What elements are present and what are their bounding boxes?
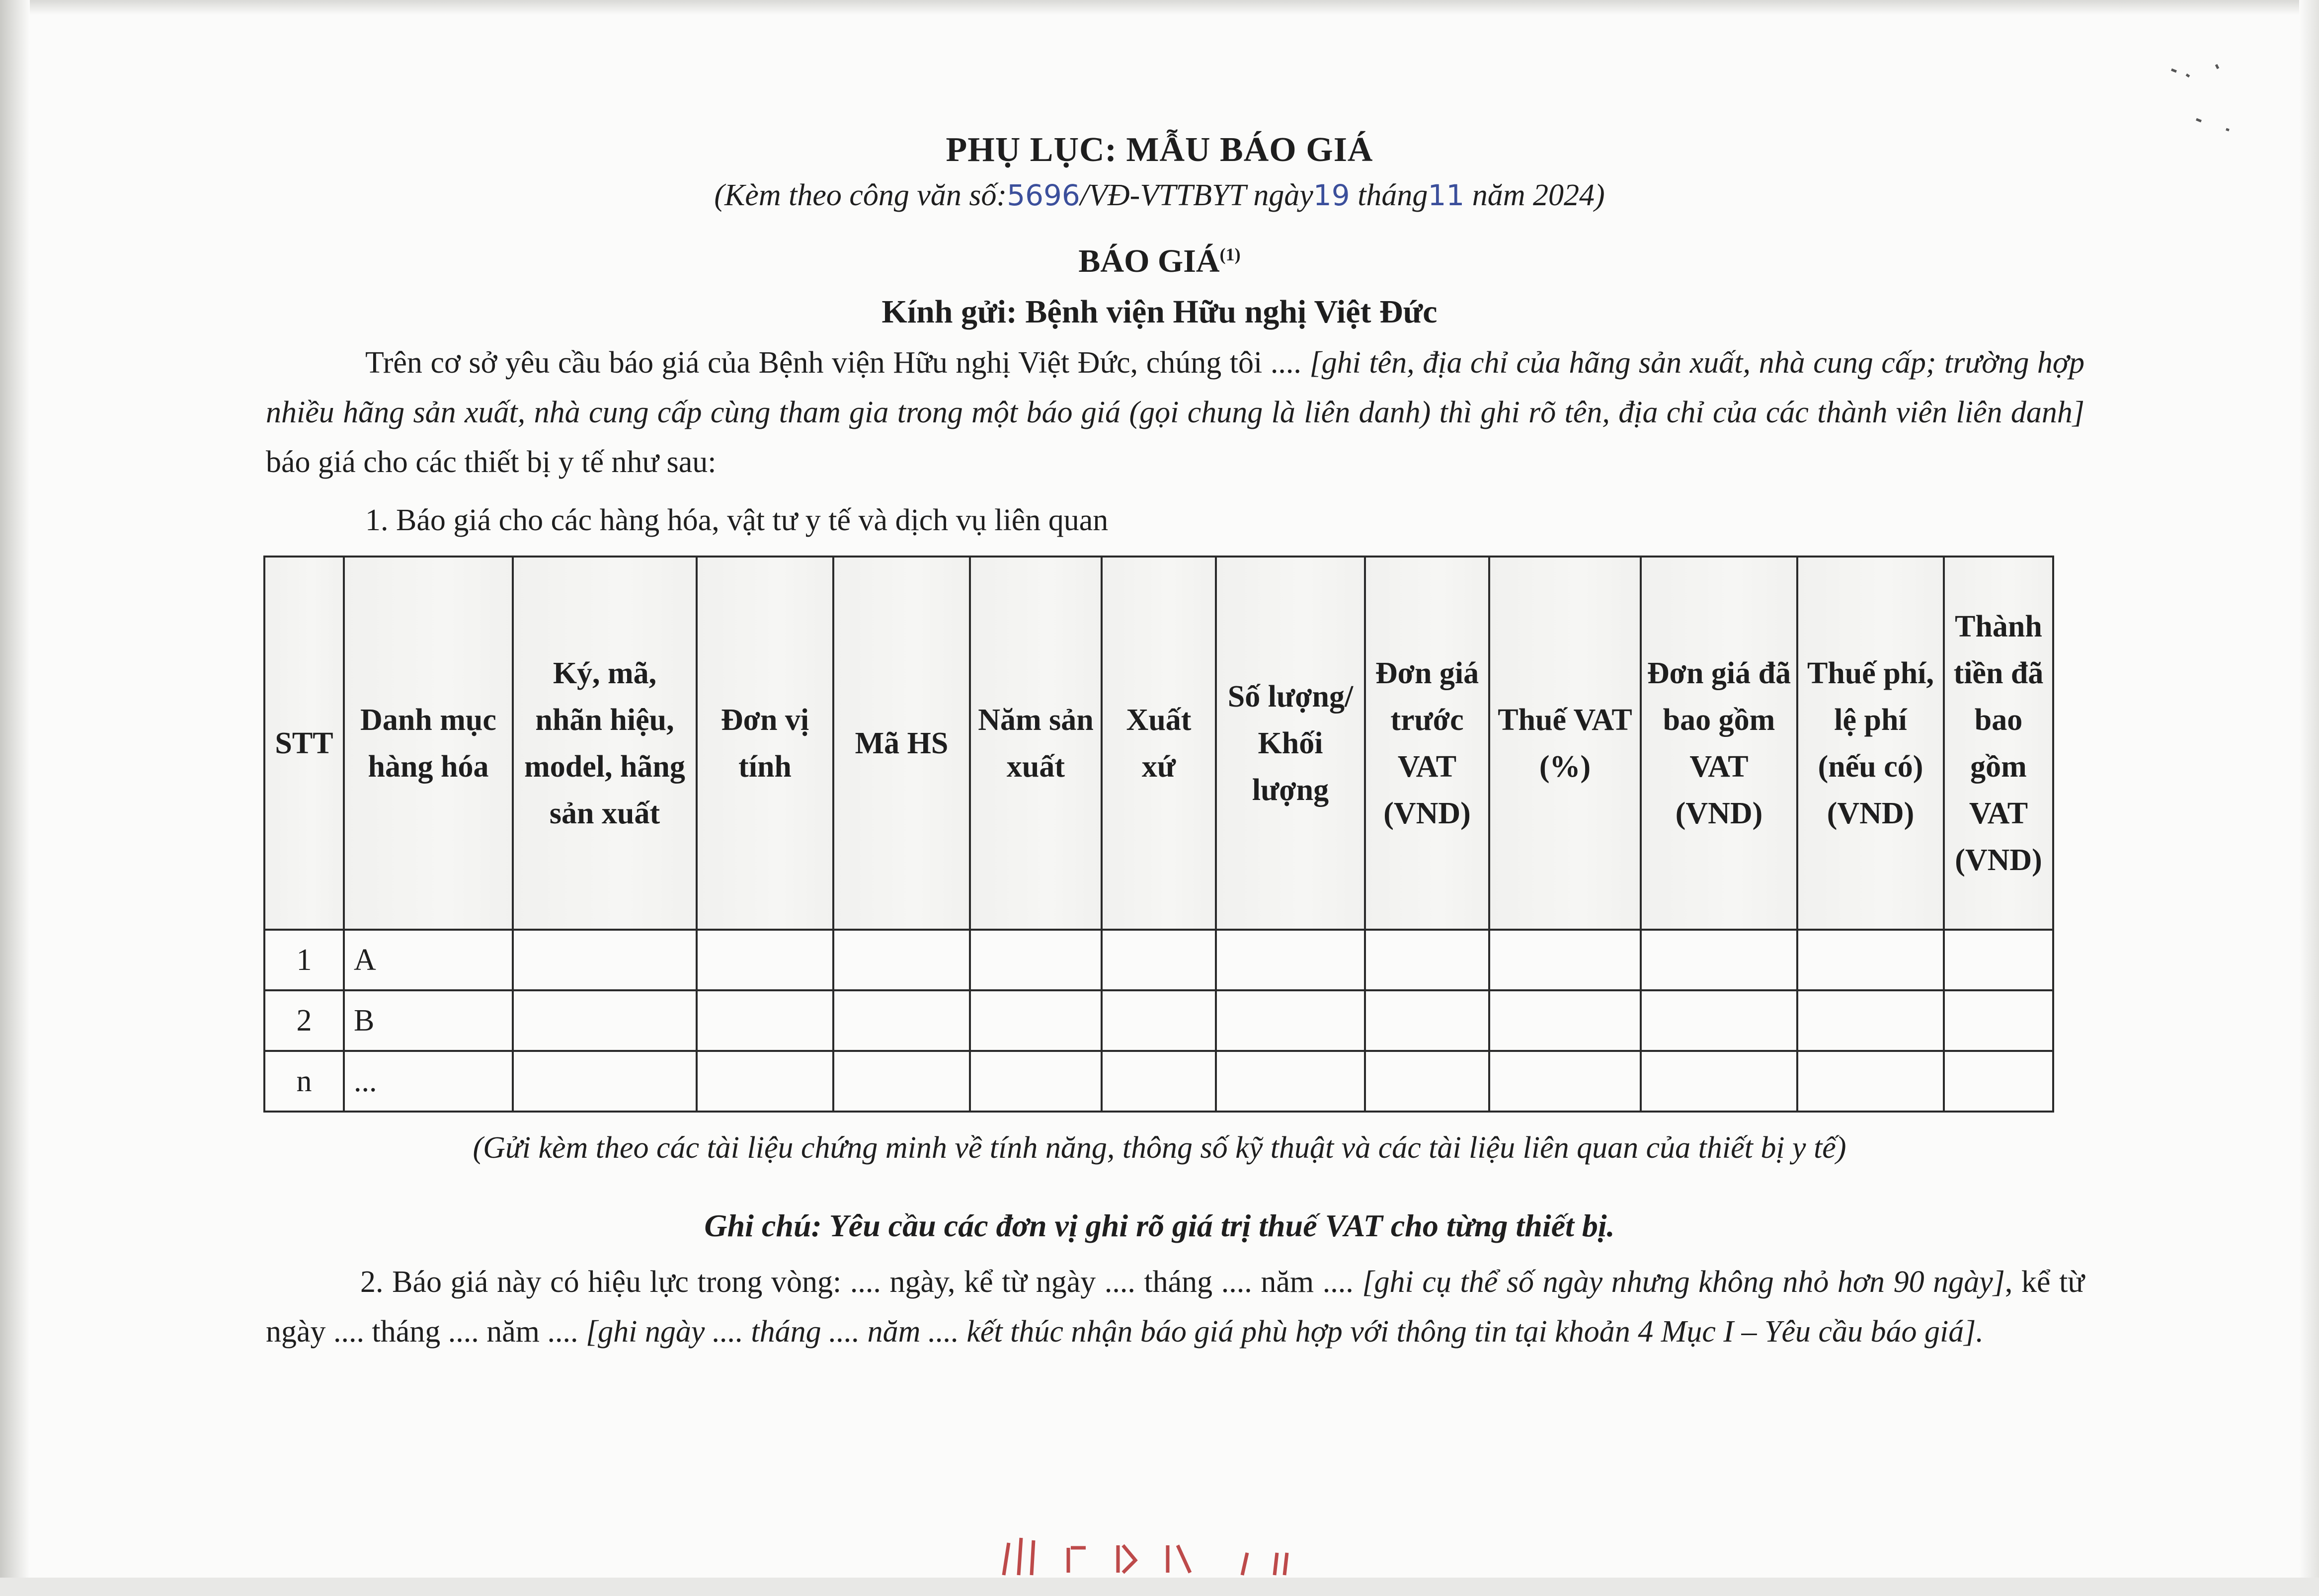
validity-instruction-2: [ghi ngày .... tháng .... năm .... kết thúc nhận báo giá phù hợp với thông tin tại khoản 4 Mục I – Yêu cầu báo giá]. (586, 1315, 1984, 1349)
appendix-title: PHỤ LỤC: MẪU BÁO GIÁ (946, 131, 1373, 169)
empty-cell (1641, 1051, 1797, 1112)
empty-cell (513, 990, 697, 1051)
intro-paragraph (266, 338, 2084, 487)
reference-line (0, 178, 2319, 213)
empty-cell (1102, 930, 1216, 990)
corner-marks (2166, 55, 2241, 139)
empty-cell (697, 990, 833, 1051)
col-header-origin: Xuất xứ (1102, 557, 1216, 930)
empty-cell (697, 1051, 833, 1112)
empty-cell (1944, 930, 2053, 990)
empty-cell (1365, 930, 1489, 990)
row-stt: n (264, 1051, 344, 1112)
col-header-unit-price-pre-vat: Đơn giá trước VAT (VND) (1365, 557, 1489, 930)
vat-note: Ghi chú: Yêu cầu các đơn vị ghi rõ giá trị thuế VAT cho từng thiết bị. (704, 1208, 1615, 1243)
empty-cell (1944, 1051, 2053, 1112)
col-header-total-with-vat: Thành tiền đã bao gồm VAT (VND) (1944, 557, 2053, 930)
document-number-handwritten: 5696 (1007, 178, 1080, 212)
empty-cell (513, 1051, 697, 1112)
col-header-item-category: Danh mục hàng hóa (344, 557, 513, 930)
day-handwritten: 19 (1313, 178, 1350, 212)
empty-cell (1216, 1051, 1365, 1112)
col-header-fees: Thuế phí, lệ phí (nếu có) (VND) (1797, 557, 1944, 930)
table-row (264, 990, 2053, 1051)
validity-instruction: [ghi cụ thể số ngày nhưng không nhỏ hơn 90 ngày] (1362, 1265, 2005, 1299)
row-item-name: ... (344, 1051, 513, 1112)
empty-cell (833, 930, 970, 990)
empty-cell (1489, 930, 1641, 990)
table-header-row (264, 557, 2053, 930)
empty-cell (1216, 930, 1365, 990)
month-handwritten: 11 (1428, 178, 1465, 212)
empty-cell (1489, 990, 1641, 1051)
intro-text-end: báo giá cho các thiết bị y tế như sau: (266, 445, 717, 479)
reference-end: năm 2024) (1464, 178, 1605, 212)
reference-mid-1: /VĐ-VTTBYT ngày (1080, 178, 1313, 212)
attachment-note: (Gửi kèm theo các tài liệu chứng minh về tính năng, thông số kỹ thuật và các tài liệu liên quan của thiết bị y tế) (473, 1131, 1846, 1165)
empty-cell (1641, 930, 1797, 990)
row-item-name: A (344, 930, 513, 990)
section-1-title: 1. Báo giá cho các hàng hóa, vật tư y tế và dịch vụ liên quan (365, 503, 1109, 537)
empty-cell (1365, 990, 1489, 1051)
col-header-stt: STT (264, 557, 344, 930)
quote-heading-text: BÁO GIÁ (1078, 243, 1220, 279)
empty-cell (970, 930, 1102, 990)
recipient-line: Kính gửi: Bệnh viện Hữu nghị Việt Đức (881, 294, 1438, 330)
row-item-name: B (344, 990, 513, 1051)
quote-table (263, 556, 2054, 1113)
row-stt: 1 (264, 930, 344, 990)
empty-cell (697, 930, 833, 990)
validity-text: 2. Báo giá này có hiệu lực trong vòng: .... ngày, kể từ ngày .... tháng .... năm .... (360, 1265, 1354, 1299)
empty-cell (1216, 990, 1365, 1051)
col-header-unit: Đơn vị tính (697, 557, 833, 930)
empty-cell (833, 990, 970, 1051)
col-header-quantity: Số lượng/ Khối lượng (1216, 557, 1365, 930)
intro-text: Trên cơ sở yêu cầu báo giá của Bệnh viện Hữu nghị Việt Đức, chúng tôi .... (365, 346, 1301, 380)
col-header-vat-rate: Thuế VAT (%) (1489, 557, 1641, 930)
reference-mid-2: tháng (1350, 178, 1428, 212)
empty-cell (1797, 930, 1944, 990)
quote-heading (0, 242, 2319, 280)
empty-cell (833, 1051, 970, 1112)
col-header-brand-model: Ký, mã, nhãn hiệu, model, hãng sản xuất (513, 557, 697, 930)
col-header-year: Năm sản xuất (970, 557, 1102, 930)
intro-instruction: [ghi tên, địa chỉ của hãng sản xuất, nhà cung cấp; trường hợp nhiều hãng sản xuất, nhà cung cấp cùng tham gia trong một báo giá (gọi chung là liên danh) thì ghi rõ tên, địa chỉ của các thành viên liên danh] (266, 346, 2084, 429)
page-shadow-right (2299, 0, 2319, 1596)
empty-cell (1489, 1051, 1641, 1112)
col-header-unit-price-with-vat: Đơn giá đã bao gồm VAT (VND) (1641, 557, 1797, 930)
empty-cell (1365, 1051, 1489, 1112)
table-row (264, 1051, 2053, 1112)
red-stamp-fragment (999, 1533, 1307, 1578)
empty-cell (1944, 990, 2053, 1051)
empty-cell (1102, 990, 1216, 1051)
empty-cell (1797, 1051, 1944, 1112)
reference-prefix: (Kèm theo công văn số: (714, 178, 1007, 212)
empty-cell (970, 990, 1102, 1051)
empty-cell (1797, 990, 1944, 1051)
footnote-marker: (1) (1219, 244, 1241, 264)
empty-cell (513, 930, 697, 990)
empty-cell (1102, 1051, 1216, 1112)
page-shadow-left (0, 0, 30, 1596)
row-stt: 2 (264, 990, 344, 1051)
empty-cell (970, 1051, 1102, 1112)
empty-cell (1641, 990, 1797, 1051)
validity-paragraph (266, 1257, 2084, 1357)
col-header-hs-code: Mã HS (833, 557, 970, 930)
page-bottom-edge (0, 1578, 2319, 1596)
table-row (264, 930, 2053, 990)
page-shadow-top (0, 0, 2319, 15)
validity-text-2: , kể từ ngày .... tháng .... năm .... (266, 1265, 2084, 1349)
